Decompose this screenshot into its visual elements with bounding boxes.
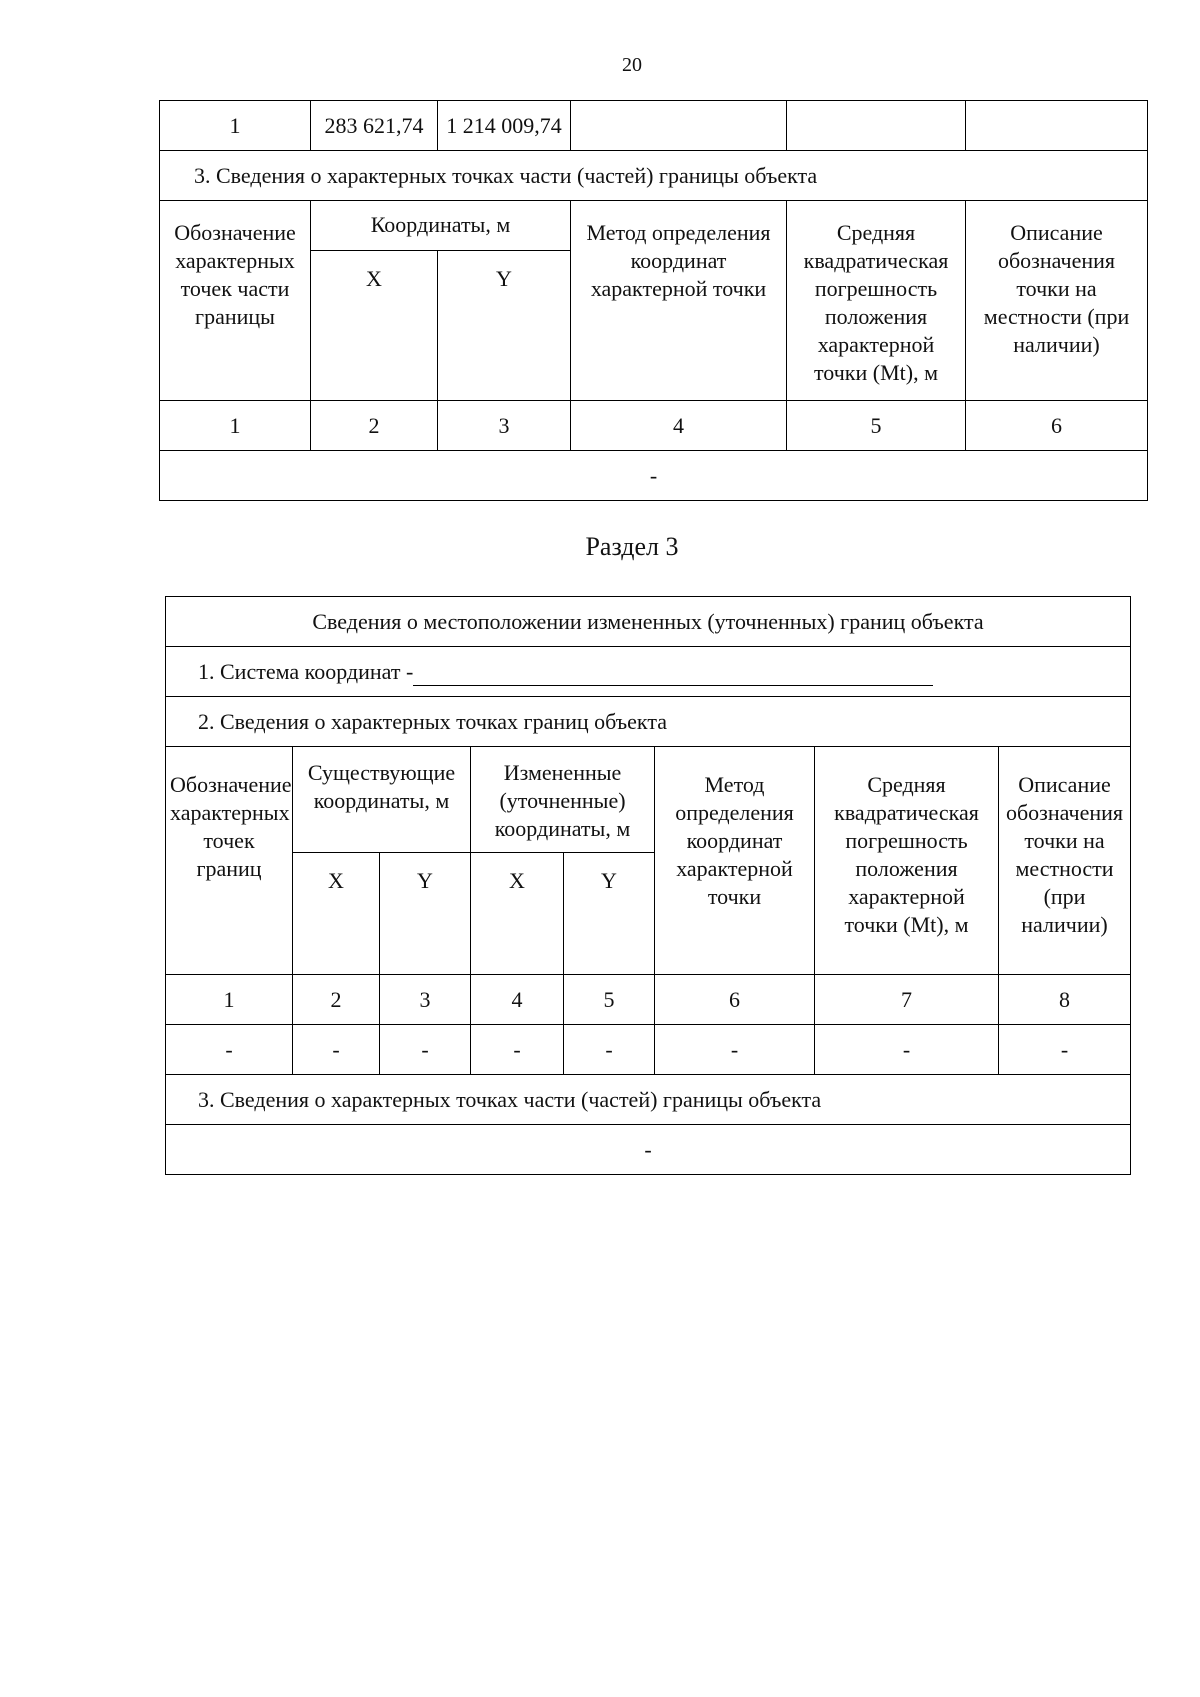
table-title: Сведения о местоположении измененных (уточненных) границ объекта [166,597,1131,647]
existing-coordinates-header: Существующие координаты, м [293,747,471,853]
points-section-title: 2. Сведения о характерных точках границ объекта [166,697,1131,747]
section-title-row: 3. Сведения о характерных точках части (частей) границы объекта [160,151,1148,201]
coordinate-system-label: 1. Система координат - [198,658,414,684]
description-cell [966,101,1148,151]
table-cell: - [471,1025,564,1075]
column-number: 3 [438,401,571,451]
existing-y-header: Y [380,853,471,975]
error-header: Средняя квадратическая погрешность положения характерной точки (Mt), м [787,201,966,401]
column-number: 2 [311,401,438,451]
column-numbers-row [160,401,1148,451]
method-cell [571,101,787,151]
column-number: 4 [471,975,564,1025]
changed-coordinates-header: Измененные (уточненные) координаты, м [471,747,655,853]
method-header: Метод определения координат характерной точки [655,747,815,975]
changed-boundaries-table [165,596,1131,1175]
description-header: Описание обозначения точки на местности (при наличии) [966,201,1148,401]
coordinate-system-row [166,647,1131,697]
error-cell [787,101,966,151]
table-row [166,1025,1131,1075]
column-number: 4 [571,401,787,451]
column-number: 5 [787,401,966,451]
table-cell: - [999,1025,1131,1075]
column-number: 6 [655,975,815,1025]
parts-section-title: 3. Сведения о характерных точках части (частей) границы объекта [166,1075,1131,1125]
column-number: 5 [564,975,655,1025]
existing-x-header: X [293,853,380,975]
column-number: 6 [966,401,1148,451]
column-number: 3 [380,975,471,1025]
section-heading: Раздел 3 [585,532,679,561]
y-header: Y [438,251,571,401]
table-cell: - [655,1025,815,1075]
table-cell: - [564,1025,655,1075]
column-number: 1 [166,975,293,1025]
x-header: X [311,251,438,401]
table-cell: - [815,1025,999,1075]
designation-header: Обозначение характерных точек части границы [160,201,311,401]
coordinates-header: Координаты, м [311,201,571,251]
page-number: 20 [622,54,642,76]
column-numbers-row [166,975,1131,1025]
changed-y-header: Y [564,853,655,975]
table-cell: - [293,1025,380,1075]
y-coordinate-cell: 1 214 009,74 [438,101,571,151]
column-number: 8 [999,975,1131,1025]
empty-value-row: - [160,451,1148,501]
coordinate-system-blank [413,661,933,686]
changed-x-header: X [471,853,564,975]
point-number-cell: 1 [160,101,311,151]
table-row [160,101,1148,151]
method-header: Метод определения координат характерной точки [571,201,787,401]
empty-value-row: - [166,1125,1131,1175]
column-number: 7 [815,975,999,1025]
table-cell: - [166,1025,293,1075]
designation-header: Обозначение характерных точек границ [166,747,293,975]
description-header: Описание обозначения точки на местности (при наличии) [999,747,1131,975]
column-number: 2 [293,975,380,1025]
error-header: Средняя квадратическая погрешность положения характерной точки (Mt), м [815,747,999,975]
column-number: 1 [160,401,311,451]
boundary-parts-table [159,100,1148,501]
x-coordinate-cell: 283 621,74 [311,101,438,151]
table-cell: - [380,1025,471,1075]
